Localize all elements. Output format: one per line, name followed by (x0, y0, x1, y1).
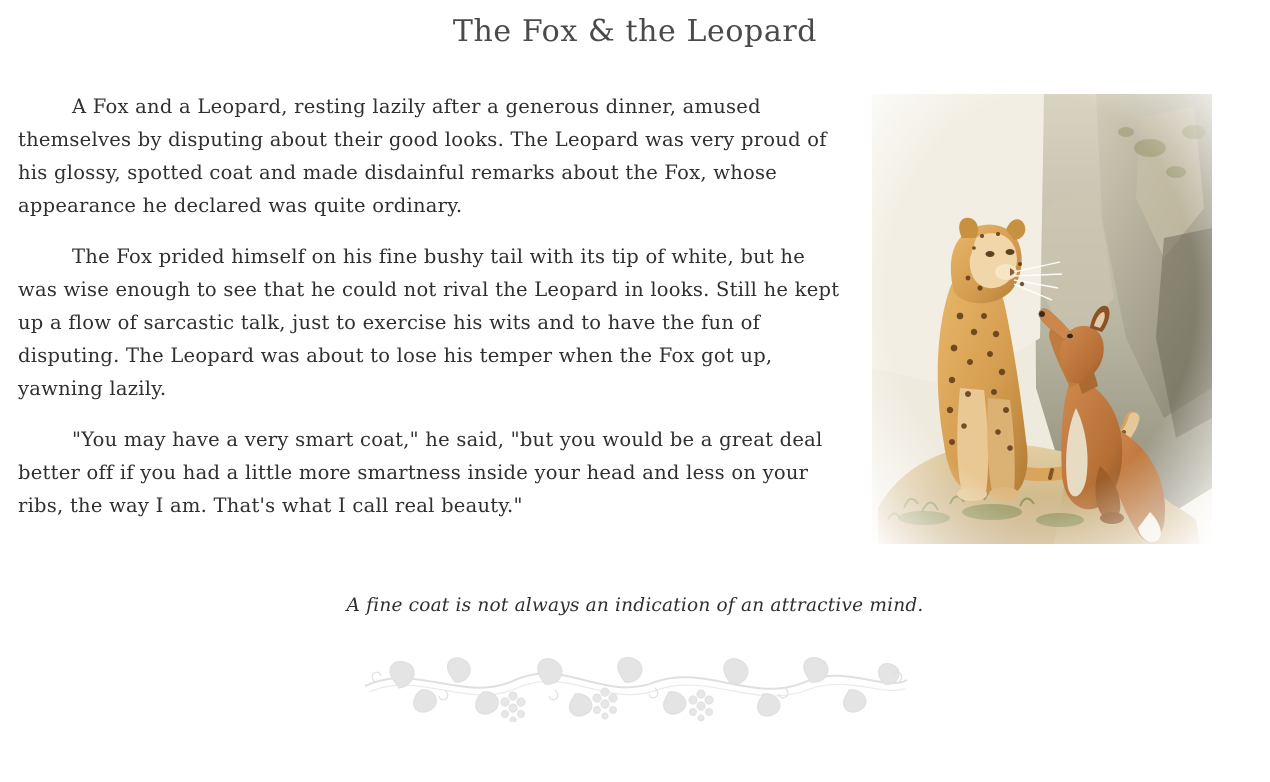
fable-body (18, 90, 848, 540)
fable-paragraph: The Fox prided himself on his fine bushy tail with its tip of white, but he was wise enough to see that he could not rival the Leopard in looks. Still he kept up a flow of sarcastic talk, just to exercise his wits and to have the fun of disputing. The Leopard was about to lose his temper when the Fox got up, yawning lazily. (18, 245, 840, 400)
fox-and-leopard-illustration (864, 88, 1220, 550)
fable-paragraph: A Fox and a Leopard, resting lazily after a generous dinner, amused themselves by disputing about their good looks. The Leopard was very proud of his glossy, spotted coat and made disdainful remarks about the Fox, whose appearance he declared was quite ordinary. (18, 95, 827, 217)
page-title: The Fox & the Leopard (452, 14, 818, 49)
fable-moral: A fine coat is not always an indication of an attractive mind. (346, 595, 924, 616)
grapevine-ornament-divider (355, 652, 915, 722)
fable-paragraph: "You may have a very smart coat," he said, "but you would be a great deal better off if you had a little more smartness inside your head and less on your ribs, the way I am. That's what I call real beauty." (18, 428, 823, 517)
illustration-artwork (864, 88, 1220, 550)
